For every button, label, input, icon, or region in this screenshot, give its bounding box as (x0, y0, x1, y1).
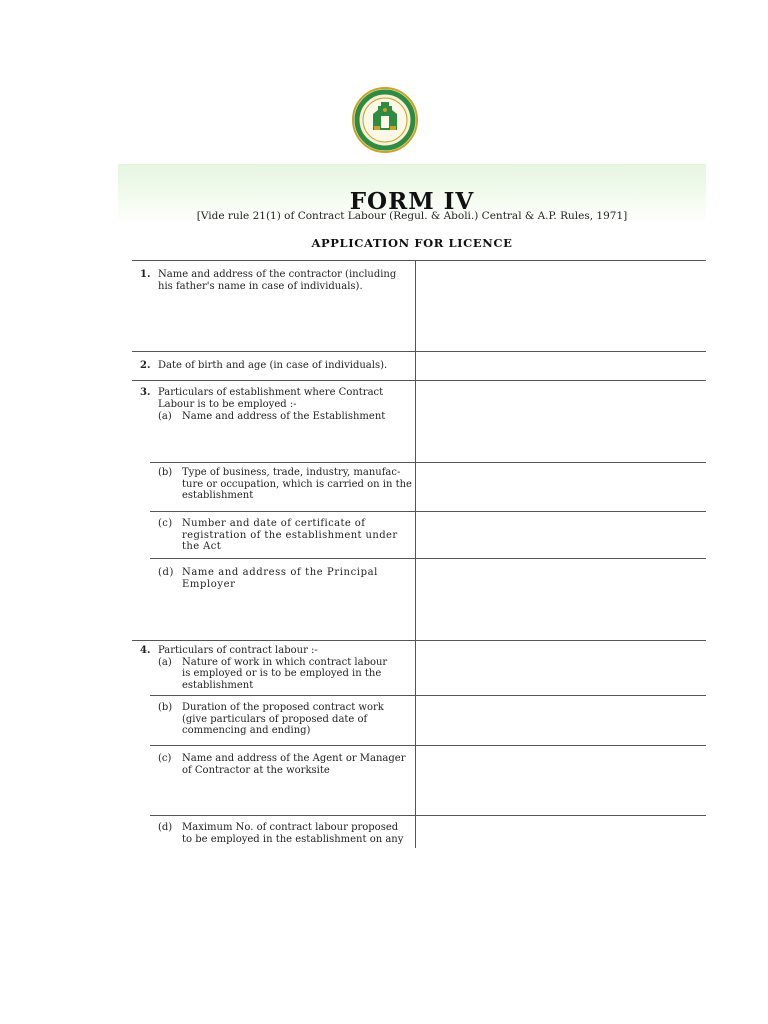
sub-label: (b) (158, 702, 173, 713)
item-3b (140, 467, 412, 502)
sub-text: Maximum No. of contract labour proposed (182, 822, 399, 833)
item-text: Name and address of the contractor (including (158, 269, 397, 280)
table-rule (132, 351, 706, 352)
form-title: FORM IV (349, 188, 475, 215)
item-3 (140, 387, 412, 423)
sub-text: Name and address of the Establishment (182, 411, 386, 422)
sub-text: establishment (182, 679, 254, 691)
table-rule (132, 380, 706, 381)
answer-field-3b[interactable] (418, 463, 700, 510)
sub-label: (a) (158, 411, 172, 422)
sub-text: to be employed in the establishment on any (182, 833, 404, 845)
answer-field-3c[interactable] (418, 512, 700, 557)
sub-label: (b) (158, 467, 173, 478)
form-sheet (118, 164, 706, 848)
sub-text: Type of business, trade, industry, manufac- (182, 467, 401, 478)
sub-label: (c) (158, 518, 173, 529)
item-3c (140, 518, 412, 553)
item-text: his father's name in case of individuals). (158, 280, 363, 292)
sub-text: establishment (182, 490, 254, 501)
item-4c (140, 753, 412, 776)
sub-text: registration of the establishment under (182, 529, 398, 541)
item-number: 4. (140, 645, 151, 656)
item-4b (140, 702, 412, 737)
item-number: 3. (140, 387, 151, 398)
sub-text: the Act (182, 541, 222, 552)
answer-field-1[interactable] (418, 262, 700, 350)
sub-text: (give particulars of proposed date of (182, 713, 368, 725)
form-heading: APPLICATION FOR LICENCE (311, 236, 513, 250)
answer-field-3a[interactable] (418, 382, 700, 461)
item-1 (140, 269, 412, 292)
item-text: Particulars of establishment where Contract (158, 387, 384, 398)
form-rule-reference: [Vide rule 21(1) of Contract Labour (Regul. & Aboli.) Central & A.P. Rules, 1971] (196, 210, 628, 222)
sub-text: Employer (182, 578, 236, 590)
sub-text: ture or occupation, which is carried on in the (182, 478, 412, 490)
sub-label: (d) (158, 567, 175, 578)
item-number: 1. (140, 269, 151, 280)
answer-field-4b[interactable] (418, 696, 700, 744)
item-text: Date of birth and age (in case of individuals). (158, 360, 388, 371)
government-of-telangana-emblem (351, 86, 419, 154)
item-2 (140, 360, 412, 372)
answer-field-4a[interactable] (418, 641, 700, 694)
sub-text: of Contractor at the worksite (182, 764, 330, 776)
item-number: 2. (140, 360, 151, 371)
column-divider (415, 260, 416, 848)
item-text: Labour is to be employed :- (158, 398, 297, 410)
sub-text: Nature of work in which contract labour (182, 656, 388, 668)
sub-label: (c) (158, 753, 172, 764)
sub-text: Name and address of the Agent or Manager (182, 753, 406, 764)
item-3d (140, 567, 412, 590)
answer-field-4d[interactable] (418, 816, 700, 848)
sub-label: (a) (158, 656, 172, 668)
item-text: Particulars of contract labour :- (158, 645, 318, 656)
sub-text: Name and address of the Principal (182, 567, 378, 578)
table-rule (132, 260, 706, 261)
item-4d (140, 822, 412, 845)
answer-field-4c[interactable] (418, 746, 700, 814)
sub-text: commencing and ending) (182, 725, 311, 736)
sub-text: Number and date of certificate of (182, 518, 366, 529)
sub-text: is employed or is to be employed in the (182, 668, 382, 679)
sub-text: Duration of the proposed contract work (182, 702, 384, 713)
answer-field-2[interactable] (418, 353, 700, 379)
item-4 (140, 645, 412, 691)
sub-label: (d) (158, 822, 173, 833)
answer-field-3d[interactable] (418, 559, 700, 639)
